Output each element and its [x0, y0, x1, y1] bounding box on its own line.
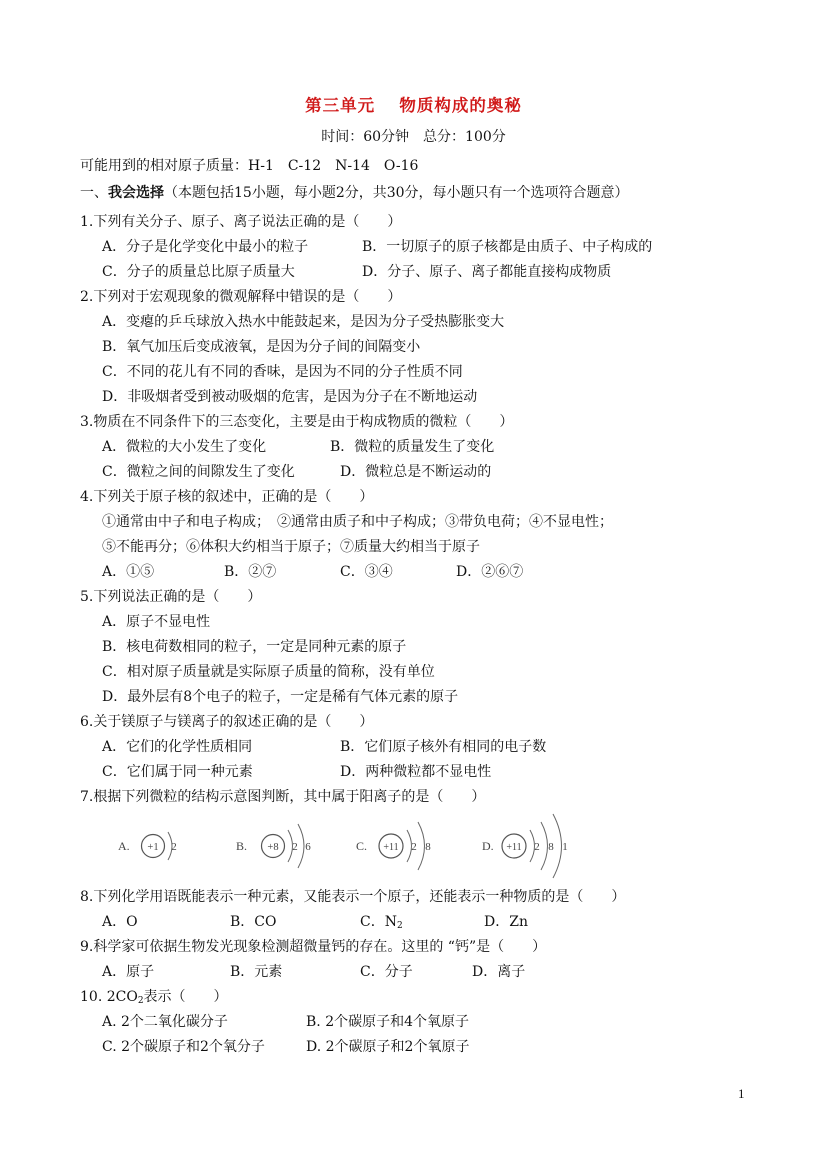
document-title: 第三单元 物质构成的奥秘 [305, 96, 522, 115]
q10-option-d: D. 2个碳原子和2个氧原子 [306, 1039, 470, 1055]
q10-option-b: B. 2个碳原子和4个氧原子 [306, 1014, 470, 1030]
question-6-stem: 6.关于镁原子与镁离子的叙述正确的是（ ） [80, 714, 374, 730]
q10-option-a: A. 2个二氧化碳分子 [102, 1014, 228, 1030]
q5-option-c: C．相对原子质量就是实际原子质量的简称，没有单位 [102, 664, 435, 680]
q4-option-d: D．②⑥⑦ [456, 564, 524, 580]
q5-option-d: D．最外层有8个电子的粒子，一定是稀有气体元素的原子 [102, 689, 459, 705]
q9-option-c: C．分子 [360, 964, 413, 980]
page-number: 1 [738, 1086, 745, 1101]
section-prefix: 一、 [80, 185, 108, 201]
diagram-c-electrons-2: 8 [425, 841, 431, 853]
diagram-a-charge: +1 [147, 842, 159, 853]
q6-option-c: C．它们属于同一种元素 [102, 764, 253, 780]
question-1-stem: 1.下列有关分子、原子、离子说法正确的是（ ） [80, 214, 402, 230]
question-10-stem [80, 988, 228, 1010]
q4-option-b: B．②⑦ [224, 564, 277, 580]
q10-option-c: C. 2个碳原子和2个氧分子 [102, 1039, 265, 1055]
q2-option-a: A．变瘪的乒乓球放入热水中能鼓起来，是因为分子受热膨胀变大 [102, 314, 505, 330]
diagram-b [236, 824, 311, 868]
diagram-d-shell-3 [553, 814, 562, 878]
q4-option-a: A．①⑤ [102, 564, 155, 580]
diagram-b-shell-2 [298, 824, 304, 868]
question-9-stem: 9.科学家可依据生物发光现象检测超微量钙的存在。这里的 “钙”是（ ） [80, 939, 547, 955]
q2-option-c: C．不同的花儿有不同的香味，是因为不同的分子性质不同 [102, 364, 463, 380]
diagram-c-shell-2 [418, 822, 425, 870]
diagram-b-label: B. [236, 839, 248, 853]
diagram-d-shell-2 [541, 822, 548, 870]
diagram-a-label: A. [118, 839, 130, 853]
q9-option-a: A．原子 [102, 964, 155, 980]
diagram-d-electrons-1: 2 [534, 841, 540, 853]
q3-option-c: C．微粒之间的间隙发生了变化 [102, 464, 295, 480]
q8-option-c-text: C．N [360, 914, 397, 930]
exam-info: 时间：60分钟 总分：100分 [321, 129, 506, 145]
diagram-d-electrons-3: 1 [562, 841, 568, 853]
q6-option-b: B．它们原子核外有相同的电子数 [340, 739, 547, 755]
diagram-d-charge: +11 [506, 842, 522, 853]
q8-option-a: A．O [102, 914, 138, 930]
diagram-b-charge: +8 [267, 842, 279, 853]
atomic-structure-diagrams [110, 812, 610, 880]
q4-option-c: C．③④ [340, 564, 393, 580]
question-5-stem: 5.下列说法正确的是（ ） [80, 589, 262, 605]
atomic-mass-note: 可能用到的相对原子质量：H-1 C-12 N-14 O-16 [80, 158, 419, 174]
question-3-stem: 3.物质在不同条件下的三态变化，主要是由于构成物质的微粒（ ） [80, 414, 514, 430]
q1-option-d: D．分子、原子、离子都能直接构成物质 [362, 264, 612, 280]
question-8-stem: 8.下列化学用语既能表示一种元素，又能表示一个原子，还能表示一种物质的是（ ） [80, 889, 626, 905]
q8-option-d: D．Zn [484, 914, 528, 930]
diagram-d [482, 814, 568, 878]
question-2-stem: 2.下列对于宏观现象的微观解释中错误的是（ ） [80, 289, 402, 305]
diagram-d-electrons-2: 8 [548, 841, 554, 853]
q1-option-a: A．分子是化学变化中最小的粒子 [102, 239, 309, 255]
q2-option-b: B．氧气加压后变成液氧，是因为分子间的间隔变小 [102, 339, 421, 355]
q1-option-b: B．一切原子的原子核都是由质子、中子构成的 [362, 239, 653, 255]
q9-option-b: B．元素 [230, 964, 283, 980]
question-7-stem: 7.根据下列微粒的结构示意图判断，其中属于阳离子的是（ ） [80, 789, 486, 805]
q10-stem-text: 10. 2CO [80, 989, 138, 1005]
question-4-stem: 4.下列关于原子核的叙述中，正确的是（ ） [80, 489, 374, 505]
q9-option-d: D．离子 [472, 964, 526, 980]
diagram-c-electrons-1: 2 [411, 841, 417, 853]
diagram-c-charge: +11 [383, 842, 399, 853]
q10-stem-suffix: 表示（ ） [143, 989, 228, 1005]
diagram-a-electrons-1: 2 [171, 841, 177, 853]
q3-option-a: A．微粒的大小发生了变化 [102, 439, 267, 455]
diagram-b-electrons-2: 6 [305, 841, 311, 853]
q5-option-a: A．原子不显电性 [102, 614, 211, 630]
q6-option-d: D．两种微粒都不显电性 [340, 764, 492, 780]
diagram-b-electrons-1: 2 [292, 841, 298, 853]
q6-option-a: A．它们的化学性质相同 [102, 739, 253, 755]
q4-statements-1: ①通常由中子和电子构成； ②通常由质子和中子构成；③带负电荷；④不显电性； [102, 514, 613, 530]
q5-option-b: B．核电荷数相同的粒子，一定是同种元素的原子 [102, 639, 407, 655]
q1-option-c: C．分子的质量总比原子质量大 [102, 264, 295, 280]
diagram-c [356, 822, 431, 870]
diagram-c-label: C. [356, 839, 368, 853]
section-note: （本题包括15小题，每小题2分，共30分，每小题只有一个选项符合题意） [164, 185, 629, 201]
q8-option-b: B．CO [230, 914, 277, 930]
diagram-a [118, 832, 177, 860]
q3-option-d: D．微粒总是不断运动的 [340, 464, 492, 480]
q4-statements-2: ⑤不能再分；⑥体积大约相当于原子；⑦质量大约相当于原子 [102, 539, 480, 555]
q8-option-c [360, 913, 403, 935]
diagram-d-label: D. [482, 839, 494, 853]
q8-option-c-subscript: 2 [396, 921, 403, 931]
q2-option-d: D．非吸烟者受到被动吸烟的危害，是因为分子在不断地运动 [102, 389, 478, 405]
section-title: 我会选择 [108, 185, 164, 201]
q10-stem-subscript: 2 [137, 996, 144, 1006]
section-heading [80, 184, 629, 202]
q3-option-b: B．微粒的质量发生了变化 [330, 439, 495, 455]
